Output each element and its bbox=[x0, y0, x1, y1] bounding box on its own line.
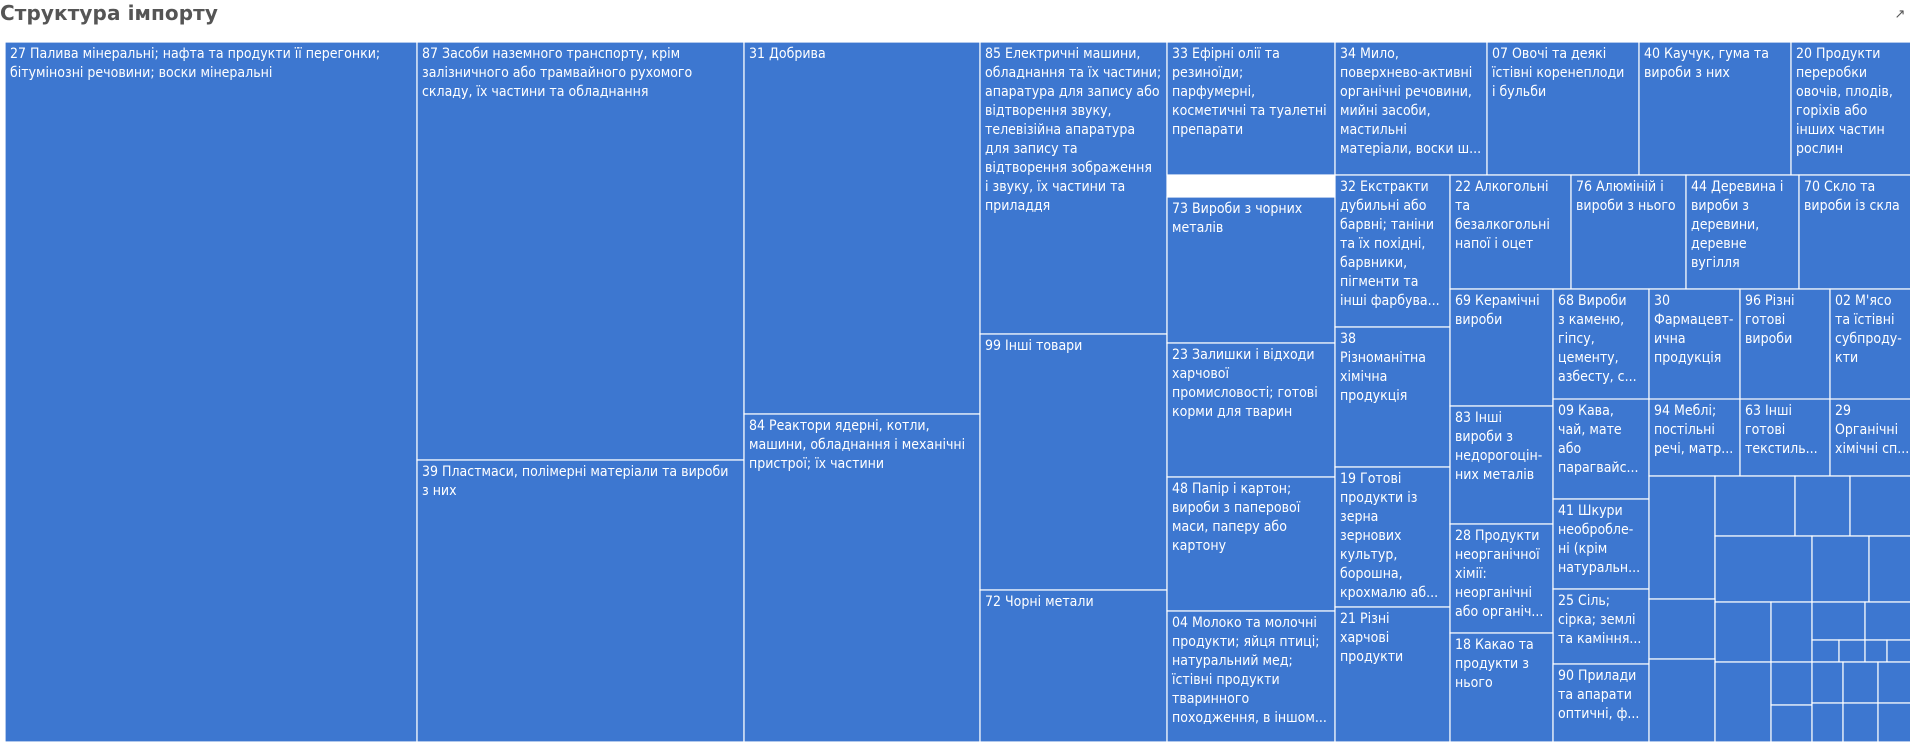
treemap-tile-rect[interactable] bbox=[1812, 640, 1839, 662]
treemap-tile[interactable] bbox=[1649, 659, 1715, 742]
treemap-tile[interactable] bbox=[1639, 42, 1791, 175]
treemap-tile-label: 23 Залишки і відходи харчової промисловості; готові корми для тварин bbox=[1172, 347, 1318, 420]
treemap-tile[interactable] bbox=[980, 42, 1167, 334]
treemap-tile[interactable] bbox=[1865, 602, 1911, 640]
treemap-tile[interactable] bbox=[1335, 467, 1450, 607]
treemap-tile[interactable] bbox=[1715, 476, 1795, 536]
treemap-tile-label: 68 Вироби з каменю, гіпсу, цементу, азбесту, с... bbox=[1558, 293, 1637, 385]
treemap-tile[interactable] bbox=[1843, 662, 1878, 703]
treemap-tile-label: 90 Прилади та апарати оптичні, ф... bbox=[1558, 668, 1640, 722]
treemap-tile[interactable] bbox=[1715, 602, 1771, 662]
treemap-tile-label: 85 Електричні машини, обладнання та їх частини; апаратура для запису або відтворення звуку, телевізійна апаратура для запису та відтворення зображення і звуку, їх частини та приладдя bbox=[985, 46, 1162, 214]
treemap-tile-rect[interactable] bbox=[1865, 602, 1911, 640]
treemap-tile-rect[interactable] bbox=[1878, 703, 1911, 742]
treemap-tile[interactable] bbox=[1812, 536, 1869, 602]
treemap-tile[interactable] bbox=[417, 460, 744, 742]
treemap-tile-label: 31 Добрива bbox=[749, 46, 826, 62]
treemap-tile[interactable] bbox=[1715, 662, 1771, 742]
treemap-tile-label: 63 Інші готові текстиль... bbox=[1745, 403, 1818, 457]
treemap-tile[interactable] bbox=[1812, 662, 1843, 703]
treemap-tile-label: 44 Деревина і вироби з деревини, деревне вугілля bbox=[1691, 179, 1784, 271]
treemap-tile[interactable] bbox=[1843, 703, 1878, 742]
treemap-tile-label: 96 Різні готові вироби bbox=[1745, 293, 1795, 347]
treemap-tile[interactable] bbox=[1740, 399, 1830, 476]
treemap-tile-rect[interactable] bbox=[1649, 659, 1715, 742]
treemap-tile[interactable] bbox=[1649, 476, 1715, 599]
treemap-tile-label: 27 Палива мінеральні; нафта та продукти її перегонки; бітумінозні речовини; воски мінеральні bbox=[10, 46, 381, 81]
treemap-tile-label: 30 Фармацевт-ична продукція bbox=[1654, 293, 1734, 366]
treemap-tile-rect[interactable] bbox=[1843, 662, 1878, 703]
treemap-tile-label: 73 Вироби з чорних металів bbox=[1172, 201, 1303, 236]
treemap-tile-rect[interactable] bbox=[1649, 599, 1715, 659]
treemap-tile[interactable] bbox=[1553, 289, 1649, 406]
treemap-tile[interactable] bbox=[1450, 175, 1571, 289]
treemap-tile-rect[interactable] bbox=[1878, 662, 1911, 703]
treemap-tile-label: 39 Пластмаси, полімерні матеріали та вироби з них bbox=[422, 464, 729, 499]
treemap-tile-rect[interactable] bbox=[1839, 640, 1865, 662]
treemap-tile-rect[interactable] bbox=[1771, 602, 1812, 662]
treemap-tile-label: 33 Ефірні олії та резиноїди; парфумерні, косметичні та туалетні препарати bbox=[1172, 46, 1327, 138]
treemap-tile-rect[interactable] bbox=[5, 42, 417, 742]
treemap-tile[interactable] bbox=[1771, 705, 1812, 742]
treemap-tile[interactable] bbox=[1812, 602, 1865, 640]
treemap-tile[interactable] bbox=[980, 334, 1167, 590]
treemap-tile[interactable] bbox=[1799, 175, 1911, 289]
treemap-tile-rect[interactable] bbox=[1887, 640, 1911, 662]
treemap-tile[interactable] bbox=[1167, 197, 1335, 343]
treemap-tile-rect[interactable] bbox=[1812, 536, 1869, 602]
treemap-tile-label: 76 Алюміній і вироби з нього bbox=[1576, 179, 1676, 214]
treemap-tile-label: 02 М'ясо та їстівні субпроду-кти bbox=[1835, 293, 1902, 366]
treemap-tile[interactable] bbox=[1878, 662, 1911, 703]
treemap-tile-rect[interactable] bbox=[1843, 703, 1878, 742]
treemap-tile[interactable] bbox=[1553, 499, 1649, 589]
treemap-tile-rect[interactable] bbox=[1771, 662, 1812, 705]
treemap-tile[interactable] bbox=[1167, 343, 1335, 477]
treemap-tile-rect[interactable] bbox=[1715, 662, 1771, 742]
treemap-tile-rect[interactable] bbox=[1715, 602, 1771, 662]
treemap-tile-label: 04 Молоко та молочні продукти; яйця птиці; натуральний мед; їстівні продукти тваринного походження, в іншом... bbox=[1172, 615, 1327, 726]
treemap-tile-label: 83 Інші вироби з недорогоцін-них металів bbox=[1455, 410, 1543, 483]
treemap-tile-label: 18 Какао та продукти з нього bbox=[1455, 637, 1534, 691]
treemap-tile-rect[interactable] bbox=[1715, 476, 1795, 536]
treemap-tile-label: 22 Алкогольні та безалкогольні напої і оцет bbox=[1455, 179, 1550, 252]
treemap-tile-rect[interactable] bbox=[1335, 607, 1450, 742]
treemap-tile-label: 69 Керамічні вироби bbox=[1455, 293, 1540, 328]
treemap-tile-label: 40 Каучук, гума та вироби з них bbox=[1644, 46, 1769, 81]
treemap-tile-label: 34 Мило, поверхнево-активні органічні речовини, мийні засоби, мастильні матеріали, воски ш... bbox=[1340, 46, 1482, 157]
treemap-tile-rect[interactable] bbox=[744, 42, 980, 414]
treemap-tile-label: 21 Різні харчові продукти bbox=[1340, 611, 1404, 665]
treemap-tile[interactable] bbox=[1795, 476, 1850, 536]
treemap-tile-rect[interactable] bbox=[1649, 476, 1715, 599]
treemap-tile[interactable] bbox=[1649, 399, 1740, 476]
treemap-tile[interactable] bbox=[1335, 42, 1487, 175]
treemap-tile[interactable] bbox=[1812, 640, 1839, 662]
treemap-tile[interactable] bbox=[1167, 42, 1335, 175]
treemap-tile-label: 09 Кава, чай, мате або парагвайс... bbox=[1558, 403, 1639, 476]
treemap-tile[interactable] bbox=[1887, 640, 1911, 662]
treemap-tile-label: 48 Папір і картон; вироби з паперової маси, паперу або картону bbox=[1172, 481, 1301, 554]
treemap-tile-label: 19 Готові продукти із зерна зернових культур, борошна, крохмалю аб... bbox=[1340, 471, 1439, 601]
treemap-tile-rect[interactable] bbox=[417, 42, 744, 460]
treemap-tile[interactable] bbox=[1649, 289, 1740, 406]
treemap-tile-label: 72 Чорні метали bbox=[985, 594, 1094, 610]
treemap-tile[interactable] bbox=[1715, 536, 1812, 602]
treemap-tile-rect[interactable] bbox=[1771, 705, 1812, 742]
treemap-tile[interactable] bbox=[1450, 289, 1553, 406]
treemap-tile[interactable] bbox=[1649, 599, 1715, 659]
treemap-tile-label: 94 Меблі; постільні речі, матр... bbox=[1654, 403, 1734, 457]
treemap-tile[interactable] bbox=[1740, 289, 1830, 406]
treemap-tile-rect[interactable] bbox=[1715, 536, 1812, 602]
treemap-tile[interactable] bbox=[1830, 399, 1911, 476]
treemap-tile-rect[interactable] bbox=[1812, 703, 1843, 742]
treemap-tile[interactable] bbox=[1850, 476, 1911, 536]
treemap-tile[interactable] bbox=[1450, 524, 1553, 633]
treemap-tile[interactable] bbox=[1830, 289, 1911, 406]
treemap-tile-label: 20 Продукти переробки овочів, плодів, горіхів або інших частин рослин bbox=[1796, 46, 1893, 157]
treemap-tile-label: 29 Органічні хімічні сп... bbox=[1835, 403, 1910, 457]
treemap-tile[interactable] bbox=[1686, 175, 1799, 289]
chart-title: Структура імпорту bbox=[0, 1, 219, 25]
treemap-tile[interactable] bbox=[1771, 602, 1812, 662]
treemap-tile[interactable] bbox=[417, 42, 744, 460]
treemap-tile[interactable] bbox=[1571, 175, 1686, 289]
treemap-tile[interactable] bbox=[1335, 607, 1450, 742]
treemap-tile[interactable] bbox=[1553, 664, 1649, 742]
treemap-tile[interactable] bbox=[1450, 633, 1553, 742]
treemap-tile-label: 07 Овочі та деякі їстівні коренеплоди і бульби bbox=[1492, 46, 1625, 100]
treemap-tile-rect[interactable] bbox=[980, 590, 1167, 742]
treemap-tile[interactable] bbox=[1878, 703, 1911, 742]
treemap-tile[interactable] bbox=[1839, 640, 1865, 662]
treemap-tile[interactable] bbox=[1865, 640, 1887, 662]
treemap-tile-rect[interactable] bbox=[1812, 662, 1843, 703]
treemap-tile-rect[interactable] bbox=[1865, 640, 1887, 662]
treemap-tile-label: 25 Сіль; сірка; землі та каміння... bbox=[1558, 593, 1642, 647]
expand-arrow-icon[interactable]: ↗ bbox=[1894, 7, 1906, 22]
treemap-tile-label: 41 Шкури необробле-ні (крім натуральн... bbox=[1558, 503, 1641, 576]
treemap-tile-label: 70 Скло та вироби із скла bbox=[1804, 179, 1900, 214]
treemap-tile[interactable] bbox=[1812, 703, 1843, 742]
treemap-tile[interactable] bbox=[1791, 42, 1911, 175]
treemap-tile[interactable] bbox=[1167, 611, 1335, 742]
treemap-tile-label: 32 Екстракти дубильні або барвні; таніни та їх похідні, барвники, пігменти та інші фарбува... bbox=[1340, 179, 1440, 309]
treemap-tile[interactable] bbox=[1335, 175, 1450, 327]
treemap-tile[interactable] bbox=[744, 42, 980, 414]
treemap-tile-label: 28 Продукти неорганічної хімії: неорганічні або органіч... bbox=[1455, 528, 1544, 620]
treemap-tile-rect[interactable] bbox=[1795, 476, 1850, 536]
treemap-tile[interactable] bbox=[5, 42, 417, 742]
treemap-tile[interactable] bbox=[1553, 589, 1649, 664]
treemap-tile[interactable] bbox=[1335, 327, 1450, 467]
treemap-tile[interactable] bbox=[1869, 536, 1911, 602]
treemap-tile-label: 87 Засоби наземного транспорту, крім залізничного або трамвайного рухомого складу, їх частини та обладнання bbox=[422, 46, 693, 100]
treemap-tile[interactable] bbox=[744, 414, 980, 742]
treemap-tile-rect[interactable] bbox=[1869, 536, 1911, 602]
treemap-tile-label: 84 Реактори ядерні, котли, машини, обладнання і механічні пристрої; їх частини bbox=[749, 418, 966, 472]
treemap-tile[interactable] bbox=[1167, 477, 1335, 611]
treemap-tile[interactable] bbox=[1450, 406, 1553, 524]
treemap-tile[interactable] bbox=[1553, 399, 1649, 499]
treemap-tile-rect[interactable] bbox=[1812, 602, 1865, 640]
treemap-tile-rect[interactable] bbox=[1167, 197, 1335, 343]
treemap-tile-rect[interactable] bbox=[417, 460, 744, 742]
treemap-tile-label: 38 Різноманітна хімічна продукція bbox=[1340, 331, 1426, 404]
treemap-tile[interactable] bbox=[980, 590, 1167, 742]
treemap-tile[interactable] bbox=[1487, 42, 1639, 175]
treemap-tile[interactable] bbox=[1771, 662, 1812, 705]
treemap-tile-rect[interactable] bbox=[1850, 476, 1911, 536]
treemap-tile-rect[interactable] bbox=[980, 334, 1167, 590]
treemap-tile-label: 99 Інші товари bbox=[985, 338, 1083, 354]
